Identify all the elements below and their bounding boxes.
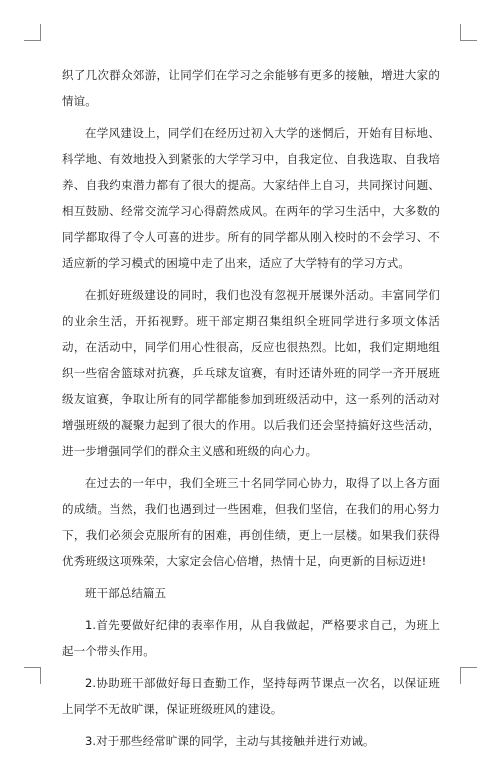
crop-mark-top-right [460,24,477,41]
list-item-3: 3.对于那些经常旷课的同学，主动与其接触并进行劝诫。 [85,734,375,748]
paragraph-summary: 在过去的一年中，我们全班三十名同学同心协力，取得了以上各方面的成绩。当然，我们也遇到过一些困难，但我们坚信，在我们的用心努力下，我们必须会克服所有的困难，再创佳绩，更上一层楼。如果我们获得优秀班级这项殊荣，大家定会信心倍增，热情十足，向更新的目标迈进! [62,476,440,568]
paragraph-study-style: 在学风建设上，同学们在经历过初入大学的迷惘后，开始有目标地、科学地、有效地投入到紧张的大学学习中，自我定位、自我选取、自我培养、自我约束潜力都有了很大的提高。大家结伴上自习，共同探讨问题、相互鼓励、经常交流学习心得蔚然成风。在两年的学习生活中，大多数的同学都取得了令人可喜的进步。所有的同学都从刚入校时的不会学习、不适应新的学习模式的困境中走了出来，适应了大学特有的学习方式。 [62,126,440,270]
crop-mark-bottom-left [24,667,41,684]
section-heading: 班干部总结篇五 [85,586,167,600]
paragraph-continued: 织了几次群众郊游，让同学们在学习之余能够有更多的接触，增进大家的情谊。 [62,68,440,108]
crop-mark-bottom-right [460,667,477,684]
list-item-2: 2.协助班干部做好每日查勤工作，坚持每两节课点一次名，以保证班上同学不无故旷课，保证班级班风的建设。 [62,676,440,716]
crop-mark-top-left [24,24,41,41]
list-item-1: 1.首先要做好纪律的表率作用，从自我做起，严格要求自己，为班上起一个带头作用。 [62,618,440,658]
paragraph-activities: 在抓好班级建设的同时，我们也没有忽视开展课外活动。丰富同学们的业余生活，开拓视野。班干部定期召集组织全班同学进行多项文体活动，在活动中，同学们用心性很高，反应也很热烈。比如，我们定期地组织一些宿舍篮球对抗赛，乒乓球友谊赛，有时还请外班的同学一齐开展班级友谊赛，争取让所有的同学都能参加到班级活动中，这一系列的活动对增强班级的凝聚力起到了很大的作用。以后我们还会坚持搞好这些活动，进一步增强同学们的群众主义感和班级的向心力。 [62,288,440,458]
document-body [62,62,440,760]
